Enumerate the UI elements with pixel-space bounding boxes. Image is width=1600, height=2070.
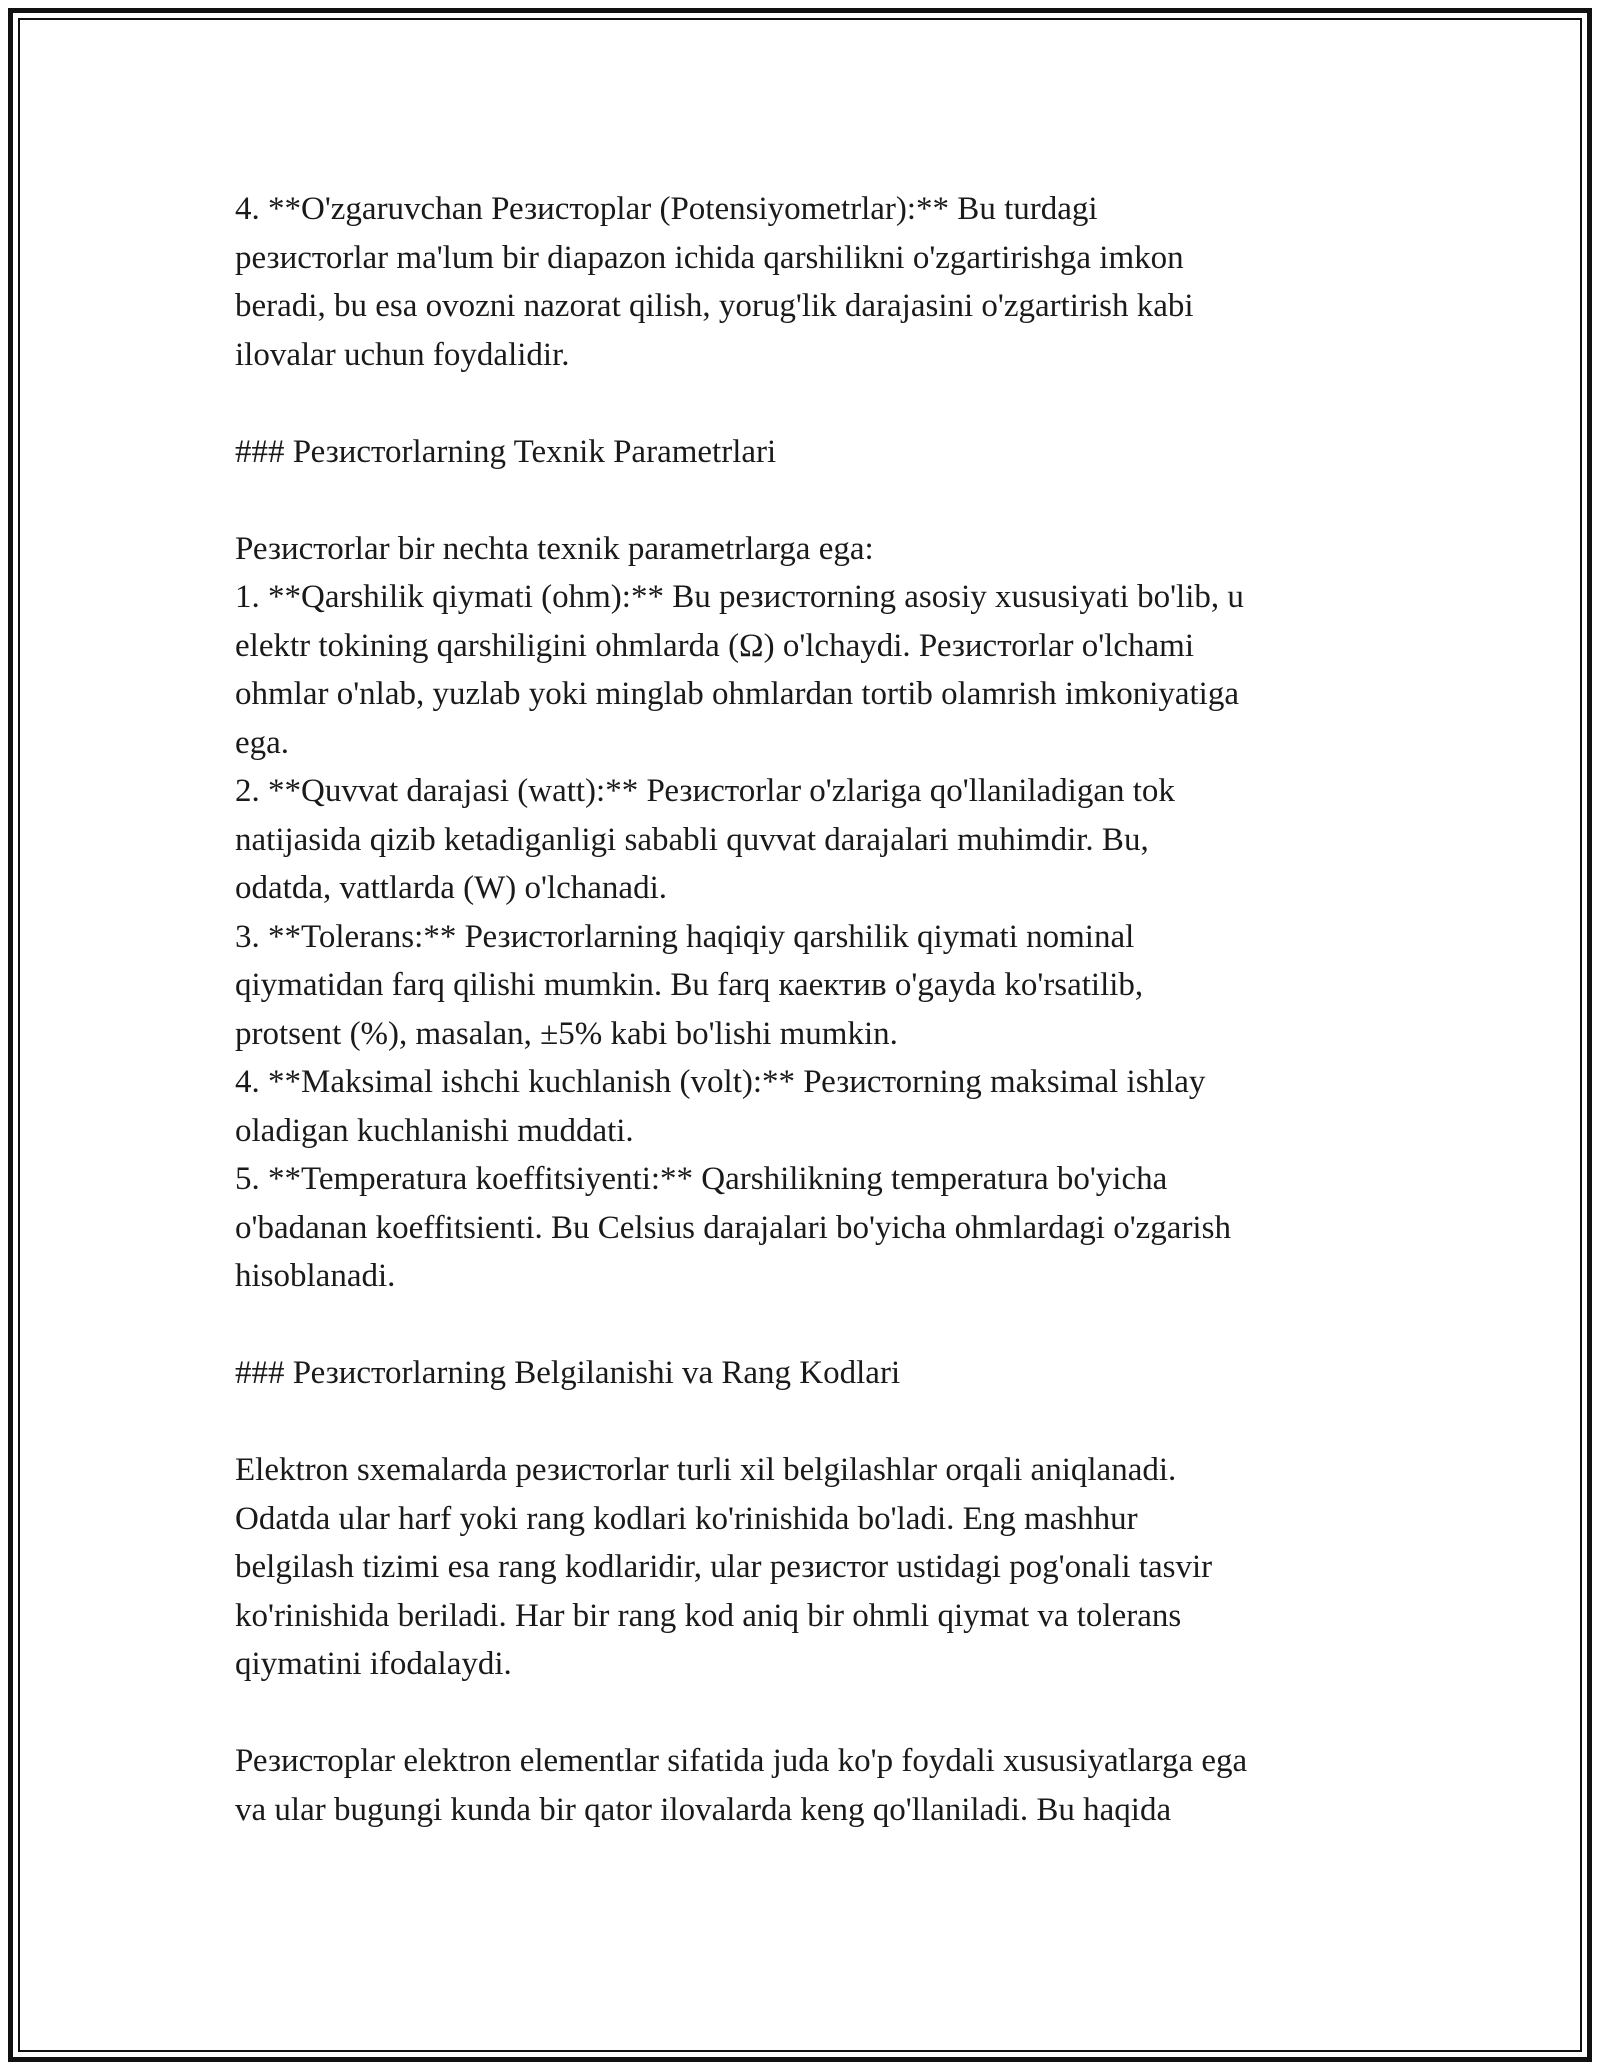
text-line: 3. **Tolerans:** Резистоrlarning haqiqiy qarshilik qiymati nominal	[235, 918, 1135, 955]
section-heading: ### Резистоrlarning Texnik Parametrlari	[235, 433, 777, 470]
paragraph-gap	[235, 379, 1385, 428]
text-line: qiymatini ifodalaydi.	[235, 1646, 512, 1682]
paragraph-gap	[235, 1689, 1385, 1738]
section-heading: ### Резистоrlarning Belgilanishi va Rang Kodlari	[235, 1355, 901, 1391]
text-line: hisoblanadi.	[235, 1258, 396, 1294]
text-line: 5. **Temperatura koeffitsiyenti:** Qarshilikning temperatura bo'yicha	[235, 1161, 1168, 1197]
text-line: natijasida qizib ketadiganligi sababli quvvat darajalari muhimdir. Bu,	[235, 821, 1149, 858]
text-line: Odatda ular harf yoki rang kodlari ko'rinishida bo'ladi. Eng mashhur	[235, 1500, 1138, 1537]
text-line: 2. **Quvvat darajasi (watt):** Резистоrlar o'zlariga qo'llaniladigan tok	[235, 773, 1175, 809]
text-line: 4. **Maksimal ishchi kuchlanish (volt):** Резистоrning maksimal ishlay	[235, 1064, 1206, 1100]
text-line: qiymatidan farq qilishi mumkin. Bu farq каектив o'gayda ko'rsatilib,	[235, 967, 1144, 1003]
text-line: odatda, vattlarda (W) o'lchanadi.	[235, 870, 667, 906]
text-line: oladigan kuchlanishi muddati.	[235, 1112, 634, 1149]
paragraph-gap	[235, 1301, 1385, 1350]
text-line: beradi, bu esa ovozni nazorat qilish, yorug'lik darajasini o'zgartirish kabi	[235, 288, 1194, 324]
text-line: Резистоrlar bir nechta texnik parametrlarga ega:	[235, 530, 874, 567]
text-line: elektr tokining qarshiligini ohmlarda (Ω) o'lchaydi. Резистоrlar o'lchami	[235, 627, 1194, 664]
text-line: 4. **O'zgaruvchan Резистоplar (Potensiyometrlar):** Bu turdagi	[235, 191, 1098, 227]
text-line: belgilash tizimi esa rang kodlaridir, ular резистоr ustidagi pog'onali tasvir	[235, 1549, 1213, 1585]
paragraph-gap	[235, 1398, 1385, 1447]
text-line: ega.	[235, 724, 290, 761]
text-line: o'badanan koeffitsienti. Bu Celsius darajalari bo'yicha ohmlardagi o'zgarish	[235, 1209, 1231, 1246]
text-line: ko'rinishida beriladi. Har bir rang kod aniq bir ohmli qiymat va tolerans	[235, 1597, 1182, 1634]
document-body	[235, 185, 1385, 1834]
text-line: ohmlar o'nlab, yuzlab yoki minglab ohmlardan tortib olamrish imkoniyatiga	[235, 676, 1240, 712]
text-line: ilovalar uchun foydalidir.	[235, 336, 570, 373]
text-line: Резистоplar elektron elementlar sifatida juda ko'p foydali xususiyatlarga ega	[235, 1743, 1248, 1779]
paragraph-gap	[235, 476, 1385, 525]
text-line: protsent (%), masalan, ±5% kabi bo'lishi mumkin.	[235, 1015, 898, 1052]
text-line: 1. **Qarshilik qiymati (ohm):** Bu резистоrning asosiy xususiyati bo'lib, u	[235, 579, 1244, 615]
text-line: резистоrlar ma'lum bir diapazon ichida qarshilikni o'zgartirishga imkon	[235, 239, 1184, 276]
text-line: Elektron sxemalarda резистоrlar turli xil belgilashlar orqali aniqlanadi.	[235, 1452, 1177, 1488]
text-line: va ular bugungi kunda bir qator ilovalarda keng qo'llaniladi. Bu haqida	[235, 1791, 1172, 1828]
